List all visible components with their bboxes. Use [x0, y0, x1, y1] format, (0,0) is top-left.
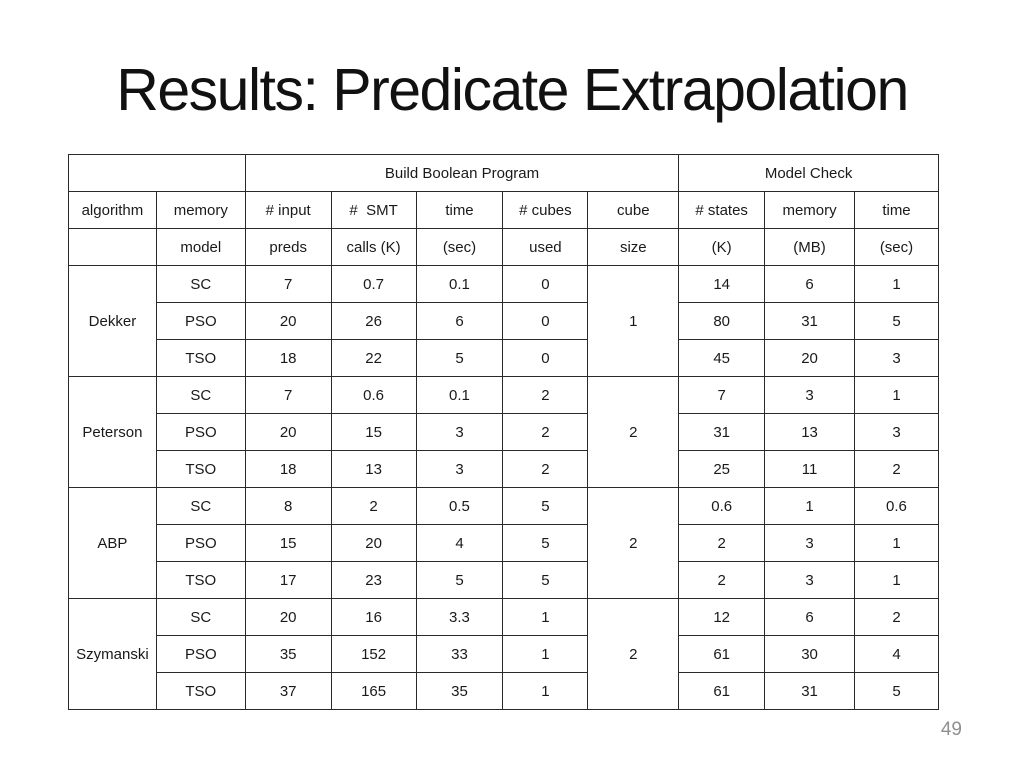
table-row — [69, 599, 939, 636]
cell-input-preds: 17 — [245, 562, 331, 599]
table-row — [69, 377, 939, 414]
cell-input-preds: 18 — [245, 340, 331, 377]
col-header-input: # input — [245, 192, 331, 229]
col-header-states: # states — [679, 192, 765, 229]
col-header-smt: # SMT — [331, 192, 416, 229]
col-header-algorithm: algorithm — [69, 192, 157, 229]
cell-memory-mb: 3 — [765, 562, 855, 599]
cell-time-sec: 4 — [416, 525, 503, 562]
cell-cubes-used: 0 — [503, 303, 588, 340]
cell-mc-time: 3 — [854, 414, 938, 451]
subcol-calls-k: calls (K) — [331, 229, 416, 266]
cell-cubes-used: 2 — [503, 414, 588, 451]
cell-cubes-used: 2 — [503, 451, 588, 488]
header-model-check: Model Check — [679, 155, 939, 192]
cell-memory-model: PSO — [156, 636, 245, 673]
col-header-memory-mb: memory — [765, 192, 855, 229]
subcol-preds: preds — [245, 229, 331, 266]
cell-cube-size: 2 — [588, 599, 679, 710]
cell-smt-calls: 23 — [331, 562, 416, 599]
cell-smt-calls: 2 — [331, 488, 416, 525]
cell-states: 14 — [679, 266, 765, 303]
cell-memory-model: TSO — [156, 562, 245, 599]
table-row — [69, 229, 939, 266]
subcol-model: model — [156, 229, 245, 266]
cell-memory-model: SC — [156, 599, 245, 636]
table-header — [69, 155, 939, 266]
cell-cubes-used: 2 — [503, 377, 588, 414]
cell-mc-time: 2 — [854, 599, 938, 636]
cell-memory-model: PSO — [156, 414, 245, 451]
subcol-size: size — [588, 229, 679, 266]
subcol-mb: (MB) — [765, 229, 855, 266]
table-row — [69, 414, 939, 451]
cell-algorithm: Szymanski — [69, 599, 157, 710]
cell-cubes-used: 5 — [503, 562, 588, 599]
cell-smt-calls: 22 — [331, 340, 416, 377]
header-build-boolean-program: Build Boolean Program — [245, 155, 678, 192]
table-row — [69, 525, 939, 562]
table-row — [69, 488, 939, 525]
cell-memory-mb: 31 — [765, 303, 855, 340]
cell-states: 2 — [679, 562, 765, 599]
cell-input-preds: 20 — [245, 303, 331, 340]
table-body — [69, 266, 939, 710]
col-header-time-sec: time — [854, 192, 938, 229]
cell-mc-time: 1 — [854, 562, 938, 599]
table-row — [69, 155, 939, 192]
cell-states: 12 — [679, 599, 765, 636]
table-row — [69, 192, 939, 229]
cell-cubes-used: 5 — [503, 488, 588, 525]
cell-memory-model: PSO — [156, 525, 245, 562]
cell-time-sec: 3 — [416, 414, 503, 451]
cell-input-preds: 18 — [245, 451, 331, 488]
cell-cube-size: 1 — [588, 266, 679, 377]
cell-cubes-used: 1 — [503, 636, 588, 673]
cell-input-preds: 20 — [245, 599, 331, 636]
cell-algorithm: ABP — [69, 488, 157, 599]
cell-time-sec: 35 — [416, 673, 503, 710]
cell-memory-model: PSO — [156, 303, 245, 340]
subcol-empty — [69, 229, 157, 266]
cell-states: 80 — [679, 303, 765, 340]
cell-states: 2 — [679, 525, 765, 562]
cell-states: 61 — [679, 636, 765, 673]
cell-mc-time: 3 — [854, 340, 938, 377]
cell-memory-mb: 3 — [765, 377, 855, 414]
cell-time-sec: 5 — [416, 562, 503, 599]
cell-mc-time: 5 — [854, 303, 938, 340]
cell-mc-time: 5 — [854, 673, 938, 710]
cell-memory-mb: 6 — [765, 599, 855, 636]
cell-memory-model: SC — [156, 488, 245, 525]
page-title: Results: Predicate Extrapolation — [116, 57, 908, 123]
slide-page-number: 49 — [940, 719, 962, 740]
cell-cubes-used: 0 — [503, 266, 588, 303]
cell-memory-model: TSO — [156, 451, 245, 488]
cell-memory-mb: 31 — [765, 673, 855, 710]
col-header-cube: cube — [588, 192, 679, 229]
cell-time-sec: 33 — [416, 636, 503, 673]
cell-cubes-used: 1 — [503, 599, 588, 636]
cell-smt-calls: 13 — [331, 451, 416, 488]
cell-smt-calls: 0.7 — [331, 266, 416, 303]
cell-smt-calls: 152 — [331, 636, 416, 673]
cell-time-sec: 3 — [416, 451, 503, 488]
cell-algorithm: Dekker — [69, 266, 157, 377]
subcol-sec2: (sec) — [854, 229, 938, 266]
cell-memory-mb: 3 — [765, 525, 855, 562]
cell-time-sec: 5 — [416, 340, 503, 377]
cell-time-sec: 0.5 — [416, 488, 503, 525]
cell-cube-size: 2 — [588, 488, 679, 599]
cell-states: 45 — [679, 340, 765, 377]
table-row — [69, 340, 939, 377]
subcol-k: (K) — [679, 229, 765, 266]
cell-memory-mb: 20 — [765, 340, 855, 377]
cell-states: 31 — [679, 414, 765, 451]
cell-mc-time: 4 — [854, 636, 938, 673]
cell-smt-calls: 16 — [331, 599, 416, 636]
cell-time-sec: 6 — [416, 303, 503, 340]
cell-memory-mb: 30 — [765, 636, 855, 673]
cell-cubes-used: 0 — [503, 340, 588, 377]
cell-mc-time: 1 — [854, 525, 938, 562]
results-table — [68, 154, 939, 710]
cell-memory-mb: 13 — [765, 414, 855, 451]
table-row — [69, 562, 939, 599]
cell-cubes-used: 1 — [503, 673, 588, 710]
cell-input-preds: 15 — [245, 525, 331, 562]
header-empty-cell — [69, 155, 246, 192]
cell-memory-model: TSO — [156, 340, 245, 377]
cell-mc-time: 2 — [854, 451, 938, 488]
cell-smt-calls: 26 — [331, 303, 416, 340]
cell-input-preds: 7 — [245, 266, 331, 303]
cell-memory-model: SC — [156, 266, 245, 303]
cell-input-preds: 7 — [245, 377, 331, 414]
cell-input-preds: 37 — [245, 673, 331, 710]
col-header-memory: memory — [156, 192, 245, 229]
table-row — [69, 673, 939, 710]
cell-mc-time: 1 — [854, 266, 938, 303]
table-row — [69, 303, 939, 340]
cell-algorithm: Peterson — [69, 377, 157, 488]
cell-time-sec: 0.1 — [416, 266, 503, 303]
cell-memory-model: SC — [156, 377, 245, 414]
cell-states: 61 — [679, 673, 765, 710]
cell-states: 25 — [679, 451, 765, 488]
cell-smt-calls: 15 — [331, 414, 416, 451]
cell-smt-calls: 165 — [331, 673, 416, 710]
cell-input-preds: 35 — [245, 636, 331, 673]
cell-input-preds: 8 — [245, 488, 331, 525]
cell-memory-model: TSO — [156, 673, 245, 710]
cell-states: 0.6 — [679, 488, 765, 525]
table-row — [69, 266, 939, 303]
cell-mc-time: 0.6 — [854, 488, 938, 525]
cell-input-preds: 20 — [245, 414, 331, 451]
cell-memory-mb: 1 — [765, 488, 855, 525]
cell-time-sec: 0.1 — [416, 377, 503, 414]
col-header-time: time — [416, 192, 503, 229]
table-row — [69, 451, 939, 488]
table-row — [69, 636, 939, 673]
cell-cube-size: 2 — [588, 377, 679, 488]
cell-smt-calls: 0.6 — [331, 377, 416, 414]
cell-cubes-used: 5 — [503, 525, 588, 562]
cell-states: 7 — [679, 377, 765, 414]
subcol-used: used — [503, 229, 588, 266]
cell-time-sec: 3.3 — [416, 599, 503, 636]
cell-mc-time: 1 — [854, 377, 938, 414]
cell-smt-calls: 20 — [331, 525, 416, 562]
cell-memory-mb: 11 — [765, 451, 855, 488]
subcol-sec: (sec) — [416, 229, 503, 266]
col-header-cubes: # cubes — [503, 192, 588, 229]
cell-memory-mb: 6 — [765, 266, 855, 303]
